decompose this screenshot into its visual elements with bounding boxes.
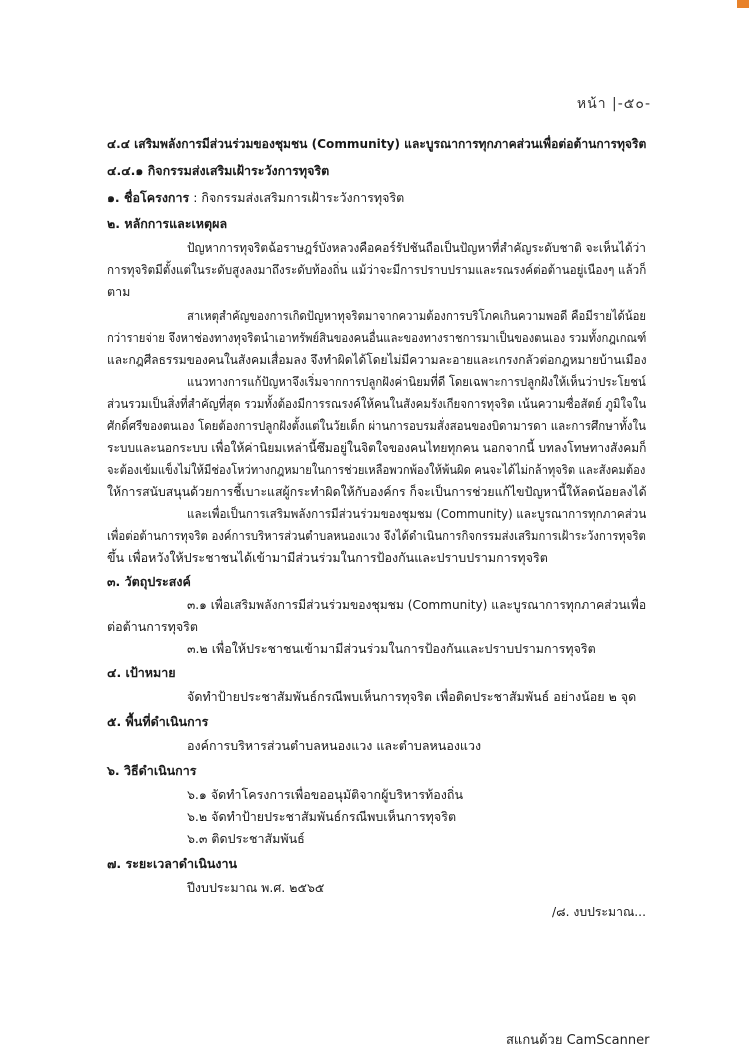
project-name-line [107,190,404,206]
paragraph-line: จะต้องเข้มแข็งไม่ให้มีช่องโหว่ทางกฎหมายในการช่วยเหลือพวกพ้องให้พ้นผิด คนจะได้ไม่กล้าทุจริต และสังคมต้อง [107,462,646,477]
area-heading: ๕. พื้นที่ดำเนินการ [107,714,209,729]
objective-item: ๓.๑ เพื่อเสริมพลังการมีส่วนร่วมของชุมชม (Community) และบูรณาการทุกภาคส่วนเพื่อ [187,597,647,612]
scanner-watermark: สแกนด้วย CamScanner [506,1033,650,1048]
method-item: ๖.๓ ติดประชาสัมพันธ์ [187,831,305,846]
method-heading: ๖. วิธีดำเนินการ [107,763,197,778]
paragraph-line: ปัญหาการทุจริตฉ้อราษฎร์บังหลวงคือคอร์รัปชันถือเป็นปัญหาที่สำคัญระดับชาติ จะเห็นได้ว่า [187,240,646,255]
project-name-text: : กิจกรรมส่งเสริมการเฝ้าระวังการทุจริต [189,190,405,205]
continuation-note: /๘. งบประมาณ... [552,904,646,919]
target-text: จัดทำป้ายประชาสัมพันธ์กรณีพบเห็นการทุจริต เพื่อติดประชาสัมพันธ์ อย่างน้อย ๒ จุด [187,689,637,704]
target-heading: ๔. เป้าหมาย [107,665,176,680]
section-title: ๔.๔ เสริมพลังการมีส่วนร่วมของชุมชน (Community) และบูรณาการทุกภาคส่วนเพื่อต่อต้านการทุจริต [107,136,647,151]
paragraph-line: ตาม [107,284,131,299]
objective-item: ๓.๒ เพื่อให้ประชาชนเข้ามามีส่วนร่วมในการป้องกันและปราบปรามการทุจริต [187,641,596,656]
method-item: ๖.๒ จัดทำป้ายประชาสัมพันธ์กรณีพบเห็นการทุจริต [187,809,457,824]
objectives-heading: ๓. วัตถุประสงค์ [107,574,191,589]
paragraph-line: ระบบและนอกระบบ เพื่อให้ค่านิยมเหล่านี้ซึมอยู่ในจิตใจของคนไทยทุกคน นอกจากนี้ บทลงโทษทางสังคมก็ [107,440,647,455]
objective-item-cont: ต่อต้านการทุจริต [107,619,199,634]
corner-mark [737,0,749,8]
project-name-label: ๑. ชื่อโครงการ [107,190,190,205]
paragraph-line: ศักดิ์ศรีของตนเอง โดยต้องการปลูกฝังตั้งแต่ในวัยเด็ก ผ่านการอบรมสั่งสอนของบิดามารดา และการศึกษาทั้งใน [107,418,646,433]
area-text: องค์การบริหารส่วนตำบลหนองแวง และตำบลหนองแวง [187,738,482,753]
paragraph-line: ส่วนรวมเป็นสิ่งที่สำคัญที่สุด รวมทั้งต้องมีการรณรงค์ให้คนในสังคมรังเกียจการทุจริต เน้นความซื่อสัตย์ ภูมิใจใน [107,396,647,411]
page-number: หน้า |-๕๐- [576,96,651,112]
paragraph-line: เพื่อต่อต้านการทุจริต องค์การบริหารส่วนตำบลหนองแวง จึงได้ดำเนินการกิจกรรมส่งเสริมการเฝ้าระวังการทุจริต [107,528,646,543]
method-item: ๖.๑ จัดทำโครงการเพื่อขออนุมัติจากผู้บริหารท้องถิ่น [187,787,464,802]
paragraph-line: ขึ้น เพื่อหวังให้ประชาชนได้เข้ามามีส่วนร่วมในการป้องกันและปราบปรามการทุจริต [107,550,548,565]
paragraph-line: และเพื่อเป็นการเสริมพลังการมีส่วนร่วมของชุมชม (Community) และบูรณาการทุกภาคส่วน [187,506,647,521]
paragraph-line: และกฎศีลธรรมของคนในสังคมเสื่อมลง จึงทำผิดได้โดยไม่มีความละอายและเกรงกลัวต่อกฎหมายบ้านเมือง [107,352,647,367]
principles-heading: ๒. หลักการและเหตุผล [107,216,228,231]
paragraph-line: แนวทางการแก้ปัญหาจึงเริ่มจากการปลูกฝังค่านิยมที่ดี โดยเฉพาะการปลูกฝังให้เห็นว่าประโยชน์ [187,374,646,389]
section-subtitle: ๔.๔.๑ กิจกรรมส่งเสริมเฝ้าระวังการทุจริต [107,163,330,178]
paragraph-line: กว่ารายจ่าย จึงหาช่องทางทุจริตนำเอาทรัพย์สินของคนอื่นและของทางราชการมาเป็นของตนเอง รวมทั้งกฎเกณฑ์ [107,330,647,345]
paragraph-line: ให้การสนับสนุนด้วยการชี้เบาะแสผู้กระทำผิดให้กับองค์กร ก็จะเป็นการช่วยแก้ไขปัญหานี้ให้ลดน้อยลงได้ [107,484,647,499]
duration-text: ปีงบประมาณ พ.ศ. ๒๕๖๕ [187,880,325,895]
paragraph-line: สาเหตุสำคัญของการเกิดปัญหาทุจริตมาจากความต้องการบริโภคเกินความพอดี คือมีรายได้น้อย [187,308,647,323]
duration-heading: ๗. ระยะเวลาดำเนินงาน [107,856,238,871]
paragraph-line: การทุจริตมีตั้งแต่ในระดับสูงลงมาถึงระดับท้องถิ่น แม้ว่าจะมีการปราบปรามและรณรงค์ต่อต้านอยู่เนืองๆ แล้วก็ [107,262,647,277]
